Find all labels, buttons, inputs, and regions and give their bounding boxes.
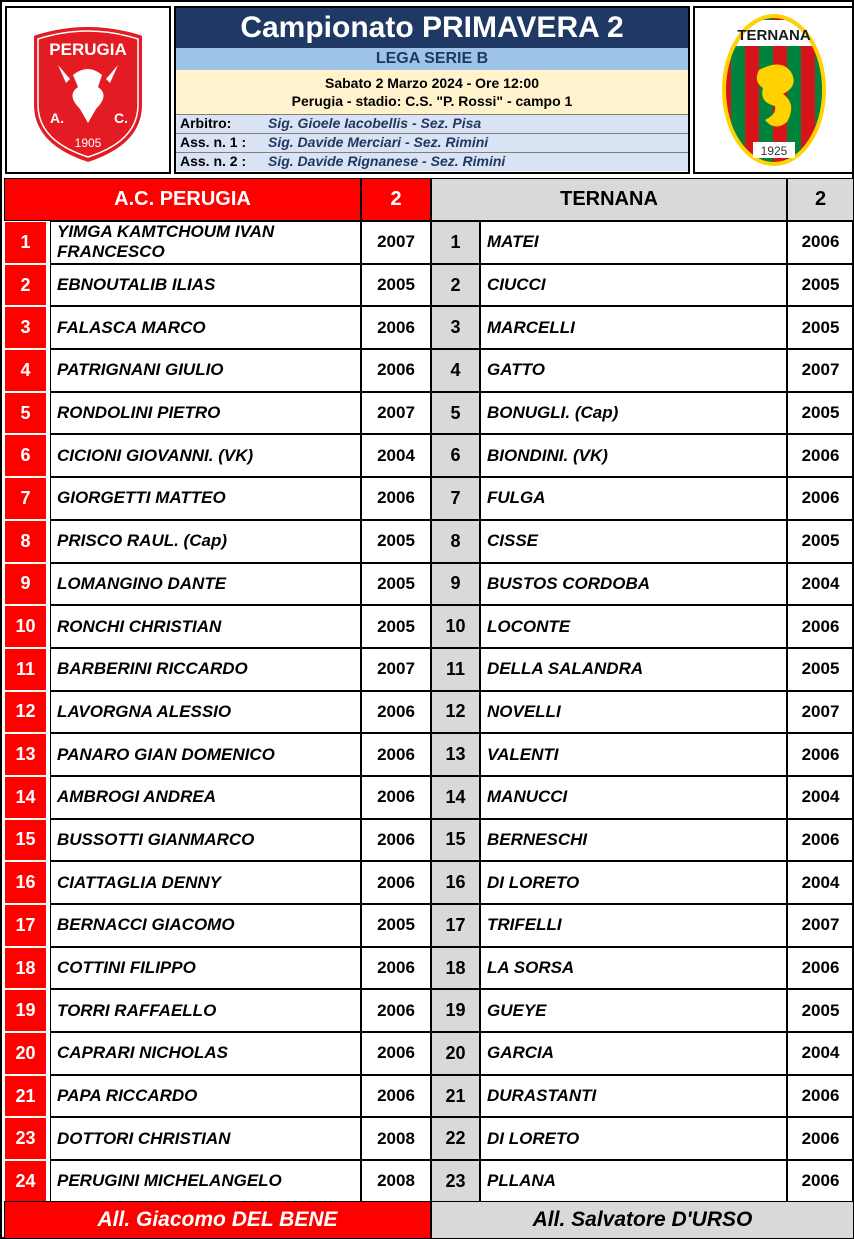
table-row [4, 1117, 854, 1160]
table-row [4, 1032, 854, 1075]
away-player-number: 1 [431, 221, 480, 264]
perugia-logo-year: 1905 [74, 136, 102, 150]
home-player-number: 9 [4, 563, 50, 606]
away-coach: All. Salvatore D'URSO [431, 1201, 854, 1239]
team-header-row [4, 178, 854, 221]
away-player-number: 20 [431, 1032, 480, 1075]
home-team-score: 2 [361, 178, 431, 221]
away-player-year: 2005 [787, 264, 854, 307]
table-row [4, 733, 854, 776]
away-player-number: 21 [431, 1075, 480, 1118]
away-player-name: FULGA [480, 477, 787, 520]
table-row [4, 520, 854, 563]
official-name: Sig. Gioele Iacobellis - Sez. Pisa [268, 115, 482, 131]
away-player-name: MARCELLI [480, 306, 787, 349]
table-row [4, 947, 854, 990]
perugia-logo [5, 6, 171, 174]
away-player-number: 13 [431, 733, 480, 776]
home-player-number: 21 [4, 1075, 50, 1118]
home-coach: All. Giacomo DEL BENE [4, 1201, 431, 1239]
home-player-name: DOTTORI CHRISTIAN [50, 1117, 361, 1160]
away-player-name: MATEI [480, 221, 787, 264]
away-player-name: GATTO [480, 349, 787, 392]
home-player-year: 2004 [361, 434, 431, 477]
home-player-number: 24 [4, 1160, 50, 1203]
home-player-name: LOMANGINO DANTE [50, 563, 361, 606]
away-player-name: DURASTANTI [480, 1075, 787, 1118]
table-row [4, 1160, 854, 1203]
home-player-year: 2007 [361, 221, 431, 264]
home-player-year: 2006 [361, 989, 431, 1032]
home-player-year: 2006 [361, 349, 431, 392]
away-player-number: 9 [431, 563, 480, 606]
championship-title: Campionato PRIMAVERA 2 [176, 8, 688, 48]
home-player-number: 18 [4, 947, 50, 990]
table-row [4, 1075, 854, 1118]
away-player-year: 2006 [787, 221, 854, 264]
away-player-name: PLLANA [480, 1160, 787, 1203]
away-player-name: VALENTI [480, 733, 787, 776]
away-player-year: 2006 [787, 1075, 854, 1118]
away-player-number: 15 [431, 819, 480, 862]
away-player-number: 17 [431, 904, 480, 947]
home-player-name: PANARO GIAN DOMENICO [50, 733, 361, 776]
table-row [4, 861, 854, 904]
away-player-name: DI LORETO [480, 1117, 787, 1160]
home-player-name: GIORGETTI MATTEO [50, 477, 361, 520]
home-player-name: CICIONI GIOVANNI. (VK) [50, 434, 361, 477]
roster-table [4, 221, 854, 1203]
away-player-name: NOVELLI [480, 691, 787, 734]
away-player-number: 22 [431, 1117, 480, 1160]
table-row [4, 563, 854, 606]
away-player-year: 2005 [787, 989, 854, 1032]
match-date: Sabato 2 Marzo 2024 - Ore 12:00 [325, 75, 539, 91]
home-player-year: 2008 [361, 1160, 431, 1203]
home-player-year: 2008 [361, 1117, 431, 1160]
home-player-number: 8 [4, 520, 50, 563]
away-player-number: 14 [431, 776, 480, 819]
home-player-year: 2005 [361, 264, 431, 307]
home-player-name: COTTINI FILIPPO [50, 947, 361, 990]
away-player-year: 2006 [787, 1117, 854, 1160]
ternana-logo-name: TERNANA [736, 27, 811, 44]
table-row [4, 264, 854, 307]
home-player-name: BERNACCI GIACOMO [50, 904, 361, 947]
away-player-year: 2007 [787, 691, 854, 734]
away-player-number: 11 [431, 648, 480, 691]
away-player-name: DI LORETO [480, 861, 787, 904]
away-player-name: LA SORSA [480, 947, 787, 990]
home-player-number: 7 [4, 477, 50, 520]
away-player-year: 2004 [787, 861, 854, 904]
away-player-number: 2 [431, 264, 480, 307]
away-player-name: DELLA SALANDRA [480, 648, 787, 691]
away-player-number: 8 [431, 520, 480, 563]
table-row [4, 306, 854, 349]
away-player-year: 2006 [787, 819, 854, 862]
away-player-year: 2004 [787, 1032, 854, 1075]
home-player-name: LAVORGNA ALESSIO [50, 691, 361, 734]
away-player-year: 2006 [787, 605, 854, 648]
home-player-name: AMBROGI ANDREA [50, 776, 361, 819]
away-player-name: CISSE [480, 520, 787, 563]
away-player-year: 2005 [787, 648, 854, 691]
table-row [4, 221, 854, 264]
ternana-crest-icon [719, 10, 829, 170]
official-row-assistant-2 [176, 152, 688, 171]
home-player-name: PATRIGNANI GIULIO [50, 349, 361, 392]
official-name: Sig. Davide Rignanese - Sez. Rimini [268, 153, 506, 169]
home-player-year: 2006 [361, 477, 431, 520]
home-player-number: 6 [4, 434, 50, 477]
table-row [4, 691, 854, 734]
home-player-year: 2006 [361, 947, 431, 990]
official-row-referee [176, 114, 688, 133]
home-player-year: 2006 [361, 1032, 431, 1075]
home-player-number: 17 [4, 904, 50, 947]
home-player-year: 2006 [361, 306, 431, 349]
home-player-name: BARBERINI RICCARDO [50, 648, 361, 691]
match-details [176, 70, 688, 114]
away-player-number: 19 [431, 989, 480, 1032]
home-player-number: 5 [4, 392, 50, 435]
home-player-year: 2005 [361, 563, 431, 606]
ternana-logo [693, 6, 854, 174]
home-player-number: 11 [4, 648, 50, 691]
away-player-number: 5 [431, 392, 480, 435]
away-team-name: TERNANA [431, 178, 787, 221]
home-player-name: CAPRARI NICHOLAS [50, 1032, 361, 1075]
home-player-number: 20 [4, 1032, 50, 1075]
away-player-name: BIONDINI. (VK) [480, 434, 787, 477]
perugia-logo-a: A. [50, 110, 64, 126]
away-player-year: 2007 [787, 904, 854, 947]
table-row [4, 434, 854, 477]
away-player-name: CIUCCI [480, 264, 787, 307]
away-player-year: 2005 [787, 520, 854, 563]
away-player-number: 18 [431, 947, 480, 990]
home-player-number: 3 [4, 306, 50, 349]
away-player-name: MANUCCI [480, 776, 787, 819]
home-player-number: 14 [4, 776, 50, 819]
away-player-year: 2007 [787, 349, 854, 392]
away-player-name: GARCIA [480, 1032, 787, 1075]
away-player-number: 10 [431, 605, 480, 648]
home-player-year: 2005 [361, 904, 431, 947]
home-player-number: 23 [4, 1117, 50, 1160]
official-label: Ass. n. 2 : [180, 153, 247, 169]
away-player-number: 12 [431, 691, 480, 734]
home-player-name: RONDOLINI PIETRO [50, 392, 361, 435]
home-player-year: 2006 [361, 861, 431, 904]
away-player-name: BONUGLI. (Cap) [480, 392, 787, 435]
away-player-number: 4 [431, 349, 480, 392]
home-team-name: A.C. PERUGIA [4, 178, 361, 221]
home-player-number: 19 [4, 989, 50, 1032]
home-player-year: 2006 [361, 776, 431, 819]
away-player-year: 2006 [787, 434, 854, 477]
league-subtitle: LEGA SERIE B [176, 48, 688, 70]
away-player-name: BERNESCHI [480, 819, 787, 862]
away-team-score: 2 [787, 178, 854, 221]
away-player-number: 7 [431, 477, 480, 520]
home-player-name: EBNOUTALIB ILIAS [50, 264, 361, 307]
home-player-number: 12 [4, 691, 50, 734]
away-player-number: 3 [431, 306, 480, 349]
home-player-year: 2006 [361, 691, 431, 734]
away-player-year: 2006 [787, 1160, 854, 1203]
ternana-logo-year: 1925 [760, 144, 787, 158]
table-row [4, 648, 854, 691]
away-player-year: 2006 [787, 733, 854, 776]
away-player-year: 2005 [787, 306, 854, 349]
perugia-logo-name: PERUGIA [49, 40, 127, 59]
home-player-number: 4 [4, 349, 50, 392]
home-player-number: 16 [4, 861, 50, 904]
away-player-number: 16 [431, 861, 480, 904]
away-player-year: 2004 [787, 563, 854, 606]
home-player-name: CIATTAGLIA DENNY [50, 861, 361, 904]
table-row [4, 605, 854, 648]
home-player-name: TORRI RAFFAELLO [50, 989, 361, 1032]
table-row [4, 477, 854, 520]
table-row [4, 989, 854, 1032]
away-player-name: LOCONTE [480, 605, 787, 648]
home-player-name: PAPA RICCARDO [50, 1075, 361, 1118]
away-player-year: 2005 [787, 392, 854, 435]
official-name: Sig. Davide Merciari - Sez. Rimini [268, 134, 489, 150]
home-player-year: 2007 [361, 392, 431, 435]
away-player-name: TRIFELLI [480, 904, 787, 947]
home-player-year: 2007 [361, 648, 431, 691]
away-player-name: GUEYE [480, 989, 787, 1032]
away-player-year: 2006 [787, 477, 854, 520]
home-player-number: 1 [4, 221, 50, 264]
home-player-number: 10 [4, 605, 50, 648]
away-player-year: 2004 [787, 776, 854, 819]
home-player-name: BUSSOTTI GIANMARCO [50, 819, 361, 862]
table-row [4, 392, 854, 435]
home-player-name: PERUGINI MICHELANGELO [50, 1160, 361, 1203]
home-player-number: 2 [4, 264, 50, 307]
match-venue: Perugia - stadio: C.S. "P. Rossi" - campo 1 [291, 93, 573, 109]
away-player-year: 2006 [787, 947, 854, 990]
home-player-year: 2006 [361, 733, 431, 776]
home-player-number: 13 [4, 733, 50, 776]
official-label: Arbitro: [180, 115, 232, 131]
official-row-assistant-1 [176, 133, 688, 152]
table-row [4, 904, 854, 947]
home-player-number: 15 [4, 819, 50, 862]
home-player-year: 2005 [361, 605, 431, 648]
home-player-name: PRISCO RAUL. (Cap) [50, 520, 361, 563]
table-row [4, 349, 854, 392]
away-player-number: 6 [431, 434, 480, 477]
perugia-crest-icon [18, 15, 158, 165]
home-player-name: FALASCA MARCO [50, 306, 361, 349]
away-player-number: 23 [431, 1160, 480, 1203]
home-player-name: RONCHI CHRISTIAN [50, 605, 361, 648]
home-player-year: 2005 [361, 520, 431, 563]
home-player-name: YIMGA KAMTCHOUM IVAN FRANCESCO [50, 221, 361, 264]
match-info [174, 6, 690, 174]
away-player-name: BUSTOS CORDOBA [480, 563, 787, 606]
home-player-year: 2006 [361, 819, 431, 862]
header [2, 2, 854, 175]
official-label: Ass. n. 1 : [180, 134, 247, 150]
home-player-year: 2006 [361, 1075, 431, 1118]
coaches-row [4, 1201, 854, 1239]
table-row [4, 819, 854, 862]
perugia-logo-c: C. [114, 110, 128, 126]
table-row [4, 776, 854, 819]
